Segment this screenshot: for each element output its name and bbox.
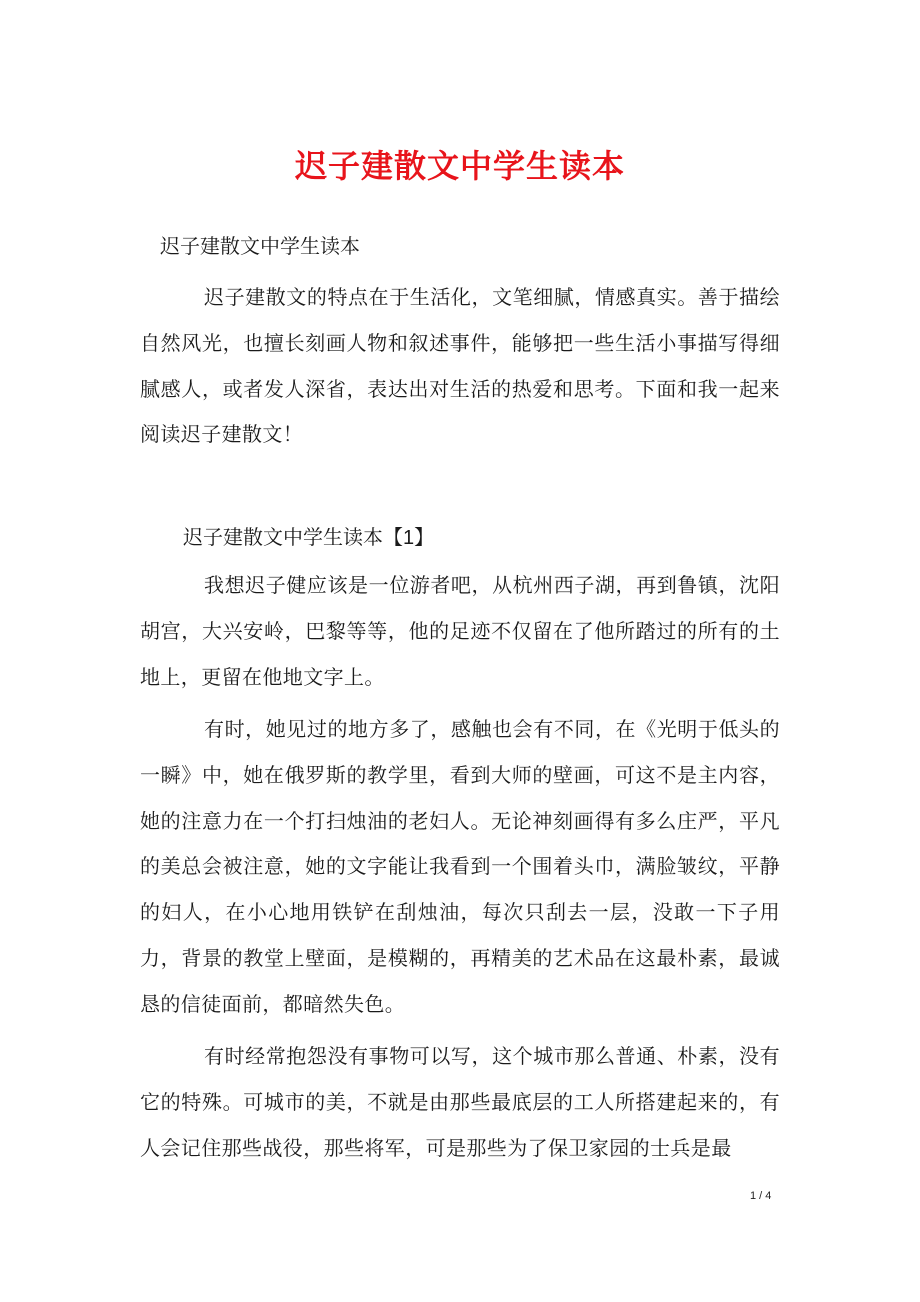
intro-paragraph: 迟子建散文的特点在于生活化，文笔细腻，情感真实。善于描绘自然风光，也擅长刻画人物和叙述事件，能够把一些生活小事描写得细腻感人，或者发人深省，表达出对生活的热爱和思考。下面和我一起来阅读迟子建散文！ [140, 285, 780, 447]
document-title: 迟子建散文中学生读本 [294, 147, 625, 185]
body-paragraph: 我想迟子健应该是一位游者吧，从杭州西子湖，再到鲁镇，沈阳胡宫，大兴安岭，巴黎等等，他的足迹不仅留在了他所踏过的所有的土地上，更留在他地文字上。 [140, 573, 780, 689]
section-heading-number: 1 [403, 527, 415, 549]
section-heading [183, 517, 434, 558]
section-heading-close: 】 [414, 525, 435, 549]
section-heading-text: 迟子建散文中学生读本【 [183, 525, 403, 549]
page-number: 1 / 4 [750, 1190, 772, 1202]
body-paragraph: 有时经常抱怨没有事物可以写，这个城市那么普通、朴素，没有它的特殊。可城市的美，不就是由那些最底层的工人所搭建起来的，有人会记住那些战役，那些将军，可是那些为了保卫家园的士兵是最 [140, 1044, 780, 1160]
document-subtitle: 迟子建散文中学生读本 [160, 234, 360, 258]
body-paragraph: 有时，她见过的地方多了，感触也会有不同，在《光明于低头的一瞬》中，她在俄罗斯的教学里，看到大师的壁画，可这不是主内容，她的注意力在一个打扫烛油的老妇人。无论神刻画得有多么庄严，平凡的美总会被注意，她的文字能让我看到一个围着头巾，满脸皱纹，平静的妇人，在小心地用铁铲在刮烛油，每次只刮去一层，没敢一下子用力，背景的教堂上壁面，是模糊的，再精美的艺术品在这最朴素，最诚恳的信徒面前，都暗然失色。 [140, 717, 780, 1016]
